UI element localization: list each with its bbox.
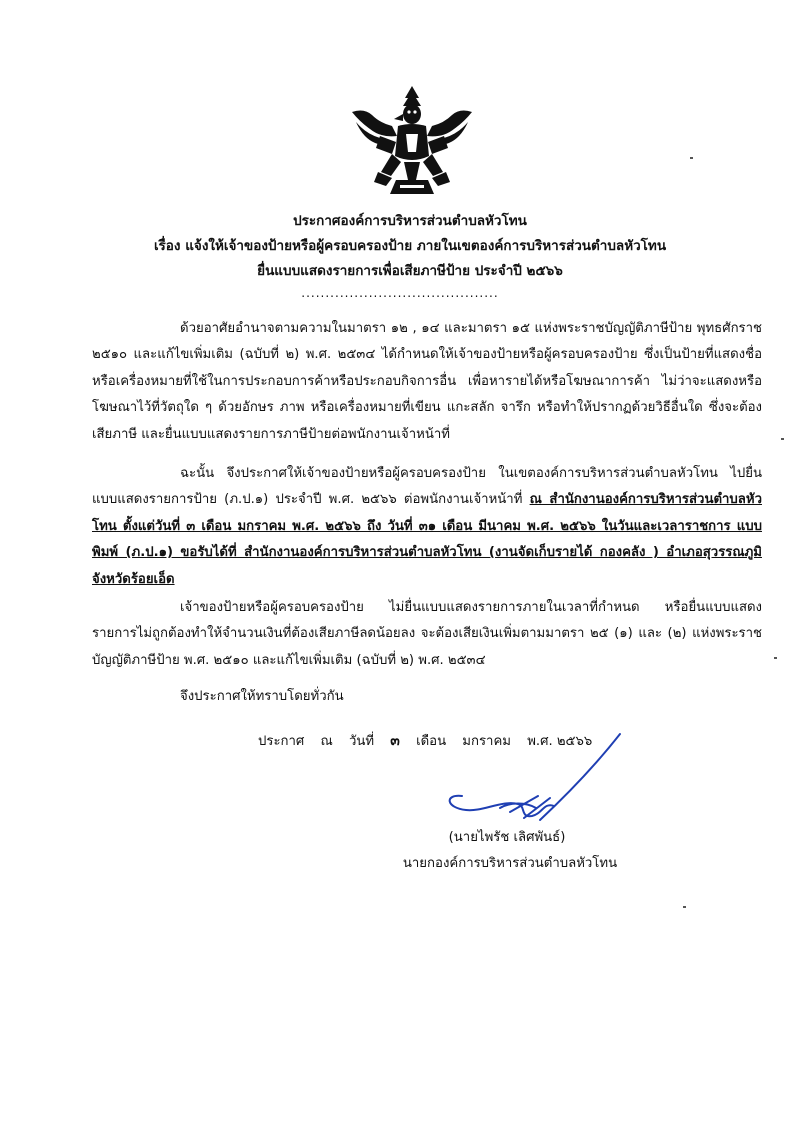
signer-name: (นายไพรัช เลิศพันธ์) — [448, 830, 566, 845]
paragraph-closing — [92, 684, 762, 710]
dateline-month: มกราคม — [462, 734, 511, 749]
paragraph-closing-text: จึงประกาศให้ทราบโดยทั่วกัน — [180, 689, 344, 704]
scan-speck — [683, 906, 686, 908]
garuda-emblem-icon — [350, 82, 474, 200]
dateline-day-label: วันที่ — [348, 734, 375, 749]
scan-speck — [781, 438, 784, 440]
handwritten-signature — [440, 732, 630, 832]
scan-speck — [690, 157, 693, 159]
dateline-day: ๓ — [390, 733, 400, 749]
announcement-issuer: ประกาศองค์การบริหารส่วนตำบลหัวโทน — [293, 213, 527, 229]
dateline-at: ณ — [320, 734, 333, 749]
paragraph-penalty-text: เจ้าของป้ายหรือผู้ครอบครองป้าย ไม่ยื่นแบบแสดงรายการภายในเวลาที่กำหนด หรือยื่นแบบแสดงรายการไม่ถูกต้องทำให้จำนวนเงินที่ต้องเสียภาษีลดน้อยลง จะต้องเสียเงินเพิ่มตามมาตรา ๒๕ (๑) และ (๒) แห่งพระราชบัญญัติภาษีป้าย พ.ศ. ๒๕๑๐ และแก้ไขเพิ่มเติม (ฉบับที่ ๒) พ.ศ. ๒๕๓๔ — [92, 600, 762, 668]
paragraph-legal-basis-text: ด้วยอาศัยอำนาจตามความในมาตรา ๑๒ , ๑๔ และมาตรา ๑๕ แห่งพระราชบัญญัติภาษีป้าย พุทธศักราช ๒๕๑๐ และแก้ไขเพิ่มเติม (ฉบับที่ ๒) พ.ศ. ๒๕๓๔ ได้กำหนดให้เจ้าของป้ายหรือผู้ครอบครองป้าย ซึ่งเป็นป้ายที่แสดงชื่อหรือเครื่องหมายที่ใช้ในการประกอบการค้าหรือประกอบกิจการอื่น เพื่อหารายได้หรือโฆษณาการค้า ไม่ว่าจะแสดงหรือโฆษณาไว้ที่วัตถุใด ๆ ด้วยอักษร ภาพ หรือเครื่องหมายที่เขียน แกะสลัก จารึก หรือทำให้ปรากฏด้วยวิธีอื่นใด ซึ่งจะต้องเสียภาษี และยื่นแบบแสดงรายการภาษีป้ายต่อพนักงานเจ้าหน้าที่ — [92, 321, 762, 442]
announcement-subject: เรื่อง แจ้งให้เจ้าของป้ายหรือผู้ครอบครองป้าย ภายในเขตองค์การบริหารส่วนตำบลหัวโทน — [153, 238, 667, 254]
scan-speck — [774, 657, 777, 659]
announcement-subject-line2: ยื่นแบบแสดงรายการเพื่อเสียภาษีป้าย ประจำปี ๒๕๖๖ — [257, 263, 563, 279]
paragraph-legal-basis — [92, 316, 762, 448]
dateline-month-label: เดือน — [416, 734, 447, 749]
filing-location-and-period: ณ สำนักงานองค์การบริหารส่วนตำบลหัวโทน ตั้งแต่วันที่ ๓ เดือน มกราคม พ.ศ. ๒๕๖๖ ถึง วันที่ ๓๑ เดือน มีนาคม พ.ศ. ๒๕๖๖ ในวันและเวลาราชการ แบบพิมพ์ (ภ.ป.๑) ขอรับได้ที่ สำนักงานองค์การบริหารส่วนตำบลหัวโทน (งานจัดเก็บรายได้ กองคลัง ) อำเภอสุวรรณภูมิ จังหวัดร้อยเอ็ด — [92, 492, 762, 587]
paragraph-penalty — [92, 595, 762, 674]
signer-position: นายกองค์การบริหารส่วนตำบลหัวโทน — [402, 856, 618, 871]
filing-notice-text: ฉะนั้น จึงประกาศให้เจ้าของป้ายหรือผู้ครอบครองป้าย ในเขตองค์การบริหารส่วนตำบลหัวโทน ไปยื่นแบบแสดงรายการป้าย (ภ.ป.๑) ประจำปี พ.ศ. ๒๕๖๖ ต่อพนักงานเจ้าหน้าที่ — [92, 466, 762, 508]
paragraph-filing-notice — [92, 461, 762, 593]
dateline-announced: ประกาศ — [258, 734, 305, 749]
heading-separator: ......................................... — [301, 286, 499, 300]
dateline-year: พ.ศ. ๒๕๖๖ — [527, 734, 593, 749]
